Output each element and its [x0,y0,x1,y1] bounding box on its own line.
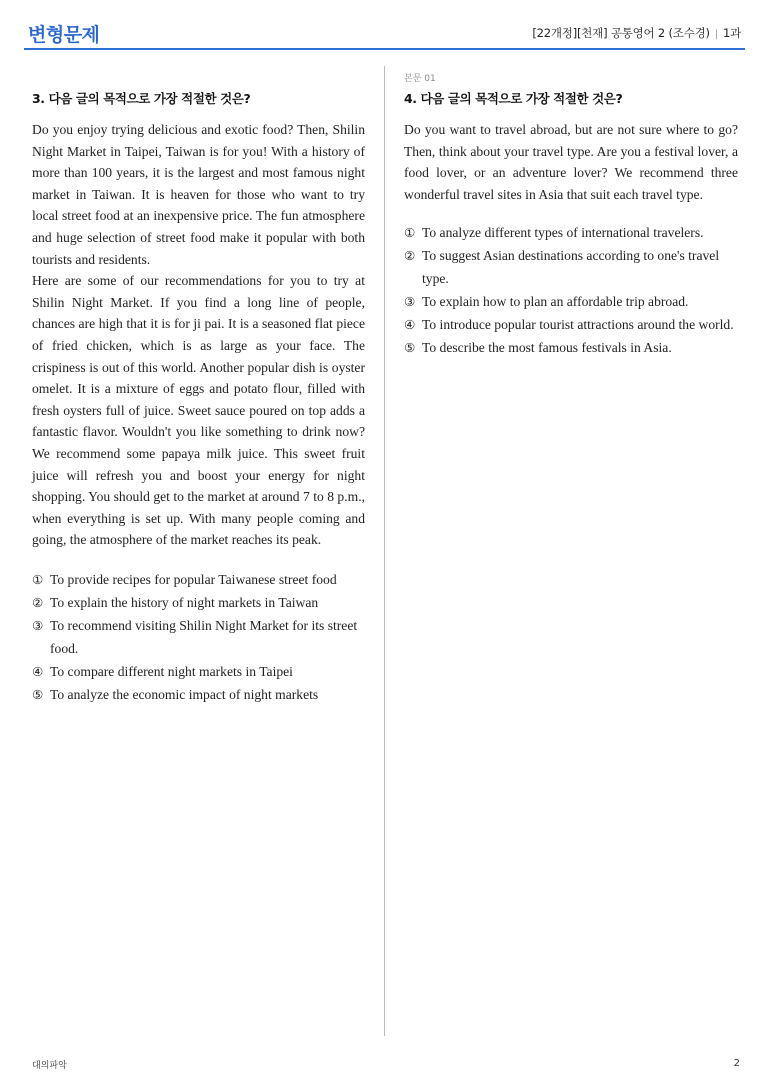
passage-paragraph: Do you enjoy trying delicious and exotic food? Then, Shilin Night Market in Taipei, Taiwan is for you! With a history of more than 100 years, it is the largest and most famous night market in Taiwan. It is heaven for those who want to try local street food at an inexpensive price. The fun atmosphere and huge selection of street food make it popular with both tourists and residents. [32,122,365,267]
option-text: To recommend visiting Shilin Night Market for its street food. [50,617,358,656]
question-4-title: 4. 다음 글의 목적으로 가장 적절한 것은? [404,91,623,106]
answer-option-4[interactable] [32,660,365,683]
option-text: To explain the history of night markets in Taiwan [50,594,319,610]
page-number: 2 [733,1058,740,1069]
passage-paragraph: Here are some of our recommendations for you to try at Shilin Night Market. If you find a long line of people, chances are high that it is for ji pai. It is a seasoned flat piece of fried chicken, which is as large as your face. The crispiness is out of this world. Another popular dish is oyster omelet. It is a mixture of eggs and potato flour, filled with fresh oysters full of juice. Sweet sauce poured on top adds a fantastic flavor. Wouldn't you like something to drink now? We recommend some papaya milk juice. This sweet fruit juice will refresh you and boost your energy for night shopping. You should get to the market at around 7 to 8 p.m., when everything is set up. With many people coming and going, the atmosphere of the market reaches its peak. [32,273,365,548]
option-number: ③ [32,617,44,633]
answer-option-3[interactable] [404,290,738,313]
option-text: To compare different night markets in Taipei [50,663,293,679]
option-number: ⑤ [32,686,44,702]
answer-option-5[interactable] [32,683,365,706]
option-number: ① [32,571,44,587]
option-number: ② [32,594,44,610]
page-header [24,14,745,50]
answer-option-4[interactable] [404,313,738,336]
answer-option-2[interactable] [32,591,365,614]
option-number: ③ [404,294,416,310]
option-text: To analyze the economic impact of night markets [50,686,319,702]
column-divider [384,66,385,1036]
answer-option-3[interactable] [32,614,365,660]
question-3-options [32,568,365,706]
option-number: ⑤ [404,340,416,356]
question-4 [404,68,738,359]
question-3 [32,68,365,706]
option-text: To suggest Asian destinations according to one's travel type. [422,248,720,287]
question-3-source-spacer [32,71,365,85]
option-text: To analyze different types of international travelers. [422,225,704,241]
option-text: To provide recipes for popular Taiwanese street food [50,571,337,587]
option-text: To introduce popular tourist attractions around the world. [422,317,734,333]
header-separator: | [714,29,718,40]
option-number: ① [404,225,416,241]
question-4-passage [404,119,738,205]
footer-category: 대의파악 [32,1061,67,1071]
answer-option-5[interactable] [404,336,738,359]
question-4-source: 본문 01 [404,74,436,84]
answer-option-2[interactable] [404,244,738,290]
answer-option-1[interactable] [32,568,365,591]
passage-paragraph: Do you want to travel abroad, but are not sure where to go? Then, think about your travel type. Are you a festival lover, a food lover, or an adventure lover? We recommend three wonderful travel sites in Asia that suit each travel type. [404,122,738,202]
course-name: [22개정][천재] 공통영어 2 (조수경) [532,26,710,40]
option-number: ④ [32,663,44,679]
answer-option-1[interactable] [404,221,738,244]
question-3-title: 3. 다음 글의 목적으로 가장 적절한 것은? [32,91,251,106]
course-info [532,25,741,41]
question-4-options [404,221,738,359]
option-text: To describe the most famous festivals in Asia. [422,340,672,356]
brand-title: 변형문제 [28,24,100,46]
option-number: ② [404,248,416,264]
lesson-label: 1과 [722,26,741,40]
option-text: To explain how to plan an affordable trip abroad. [422,294,689,310]
option-number: ④ [404,317,416,333]
question-3-passage [32,119,365,551]
